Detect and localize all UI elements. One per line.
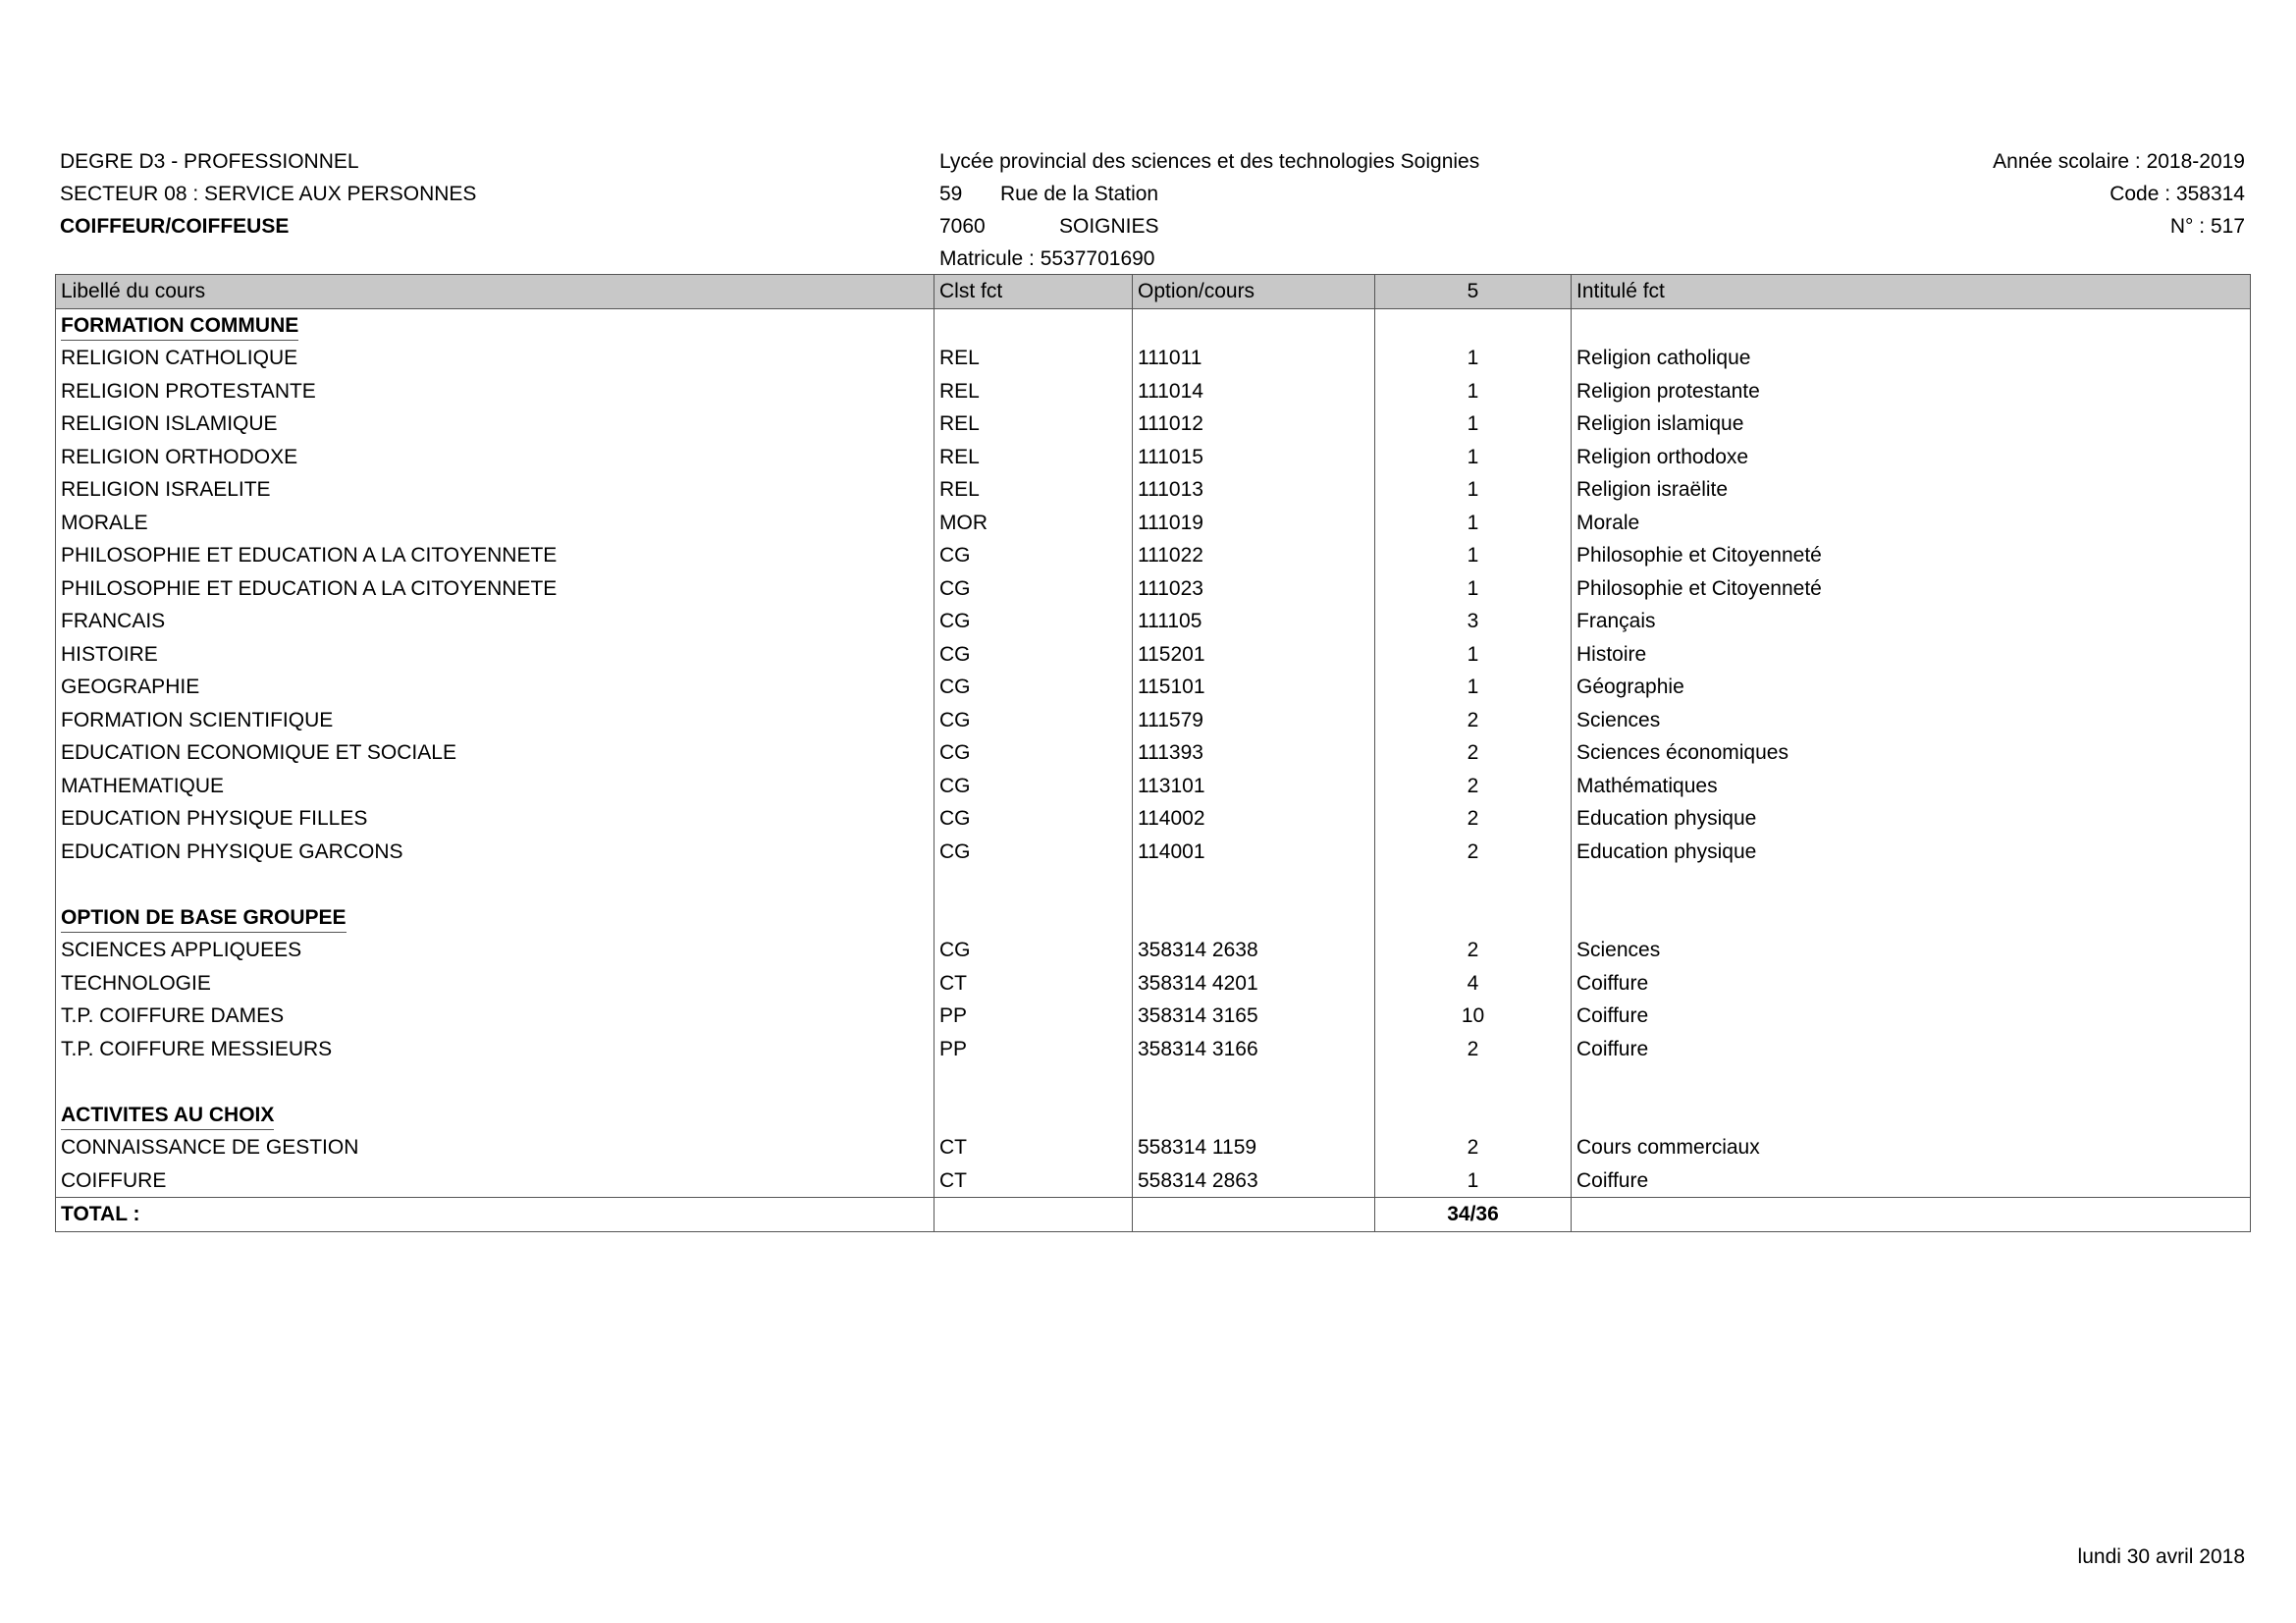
empty-cell <box>934 308 1133 342</box>
table-row <box>56 572 2251 606</box>
section-cell <box>56 1099 934 1132</box>
hours-cell: 2 <box>1375 836 1572 869</box>
option-code-cell: 111393 <box>1133 736 1375 770</box>
course-title-cell: Coiffure <box>1572 1033 2251 1066</box>
option-code-cell: 114002 <box>1133 802 1375 836</box>
course-name-cell: MORALE <box>56 507 934 540</box>
total-empty-cell <box>934 1198 1133 1232</box>
print-date: lundi 30 avril 2018 <box>2077 1545 2245 1568</box>
program-title: COIFFEUR/COIFFEUSE <box>60 215 290 238</box>
empty-cell <box>1133 1065 1375 1099</box>
clst-cell: CG <box>934 836 1133 869</box>
clst-cell: CG <box>934 671 1133 704</box>
empty-cell <box>1375 308 1572 342</box>
clst-cell: REL <box>934 473 1133 507</box>
table-row <box>56 736 2251 770</box>
header-right-block <box>1993 145 2245 243</box>
total-empty-cell <box>1572 1198 2251 1232</box>
course-title-cell: Religion catholique <box>1572 342 2251 375</box>
school-name: Lycée provincial des sciences et des technologies Soignies <box>939 150 1480 173</box>
hours-cell: 2 <box>1375 1033 1572 1066</box>
section-cell <box>56 901 934 935</box>
option-code-cell: 113101 <box>1133 770 1375 803</box>
section-cell <box>56 308 934 342</box>
empty-cell <box>934 1065 1133 1099</box>
course-title-cell: Mathématiques <box>1572 770 2251 803</box>
course-title-cell: Géographie <box>1572 671 2251 704</box>
hours-cell: 2 <box>1375 770 1572 803</box>
column-header-course: Libellé du cours <box>56 275 934 309</box>
course-title-cell: Coiffure <box>1572 1000 2251 1033</box>
empty-cell <box>1375 901 1572 935</box>
course-name-cell: FRANCAIS <box>56 605 934 638</box>
option-code-cell: 111014 <box>1133 375 1375 408</box>
spacer-row <box>56 868 2251 901</box>
course-name-cell: T.P. COIFFURE MESSIEURS <box>56 1033 934 1066</box>
hours-cell: 2 <box>1375 802 1572 836</box>
table-row <box>56 967 2251 1001</box>
clst-cell: CT <box>934 967 1133 1001</box>
course-name-cell: EDUCATION PHYSIQUE GARCONS <box>56 836 934 869</box>
empty-cell <box>56 1065 934 1099</box>
clst-cell: REL <box>934 441 1133 474</box>
clst-cell: REL <box>934 342 1133 375</box>
clst-cell: REL <box>934 407 1133 441</box>
course-title-cell: Cours commerciaux <box>1572 1131 2251 1164</box>
course-title-cell: Coiffure <box>1572 1164 2251 1198</box>
hours-cell: 1 <box>1375 671 1572 704</box>
clst-cell: REL <box>934 375 1133 408</box>
table-row <box>56 802 2251 836</box>
school-matricule: Matricule : 5537701690 <box>939 247 1155 270</box>
hours-cell: 2 <box>1375 736 1572 770</box>
option-code-cell: 111023 <box>1133 572 1375 606</box>
empty-cell <box>56 868 934 901</box>
clst-cell: PP <box>934 1000 1133 1033</box>
option-code-cell: 111579 <box>1133 704 1375 737</box>
course-title-cell: Morale <box>1572 507 2251 540</box>
school-info-block <box>939 145 1479 275</box>
option-code-cell: 558314 1159 <box>1133 1131 1375 1164</box>
option-code-cell: 358314 3165 <box>1133 1000 1375 1033</box>
course-title-cell: Sciences économiques <box>1572 736 2251 770</box>
header-left-block <box>60 145 476 243</box>
section-row <box>56 901 2251 935</box>
hours-cell: 1 <box>1375 441 1572 474</box>
total-label: TOTAL : <box>56 1198 934 1232</box>
table-row <box>56 605 2251 638</box>
hours-cell: 1 <box>1375 375 1572 408</box>
table-row <box>56 441 2251 474</box>
clst-cell: CG <box>934 736 1133 770</box>
hours-cell: 1 <box>1375 1164 1572 1198</box>
empty-cell <box>1133 1099 1375 1132</box>
empty-cell <box>1572 901 2251 935</box>
empty-cell <box>1375 1099 1572 1132</box>
course-name-cell: PHILOSOPHIE ET EDUCATION A LA CITOYENNETE <box>56 539 934 572</box>
course-title-cell: Coiffure <box>1572 967 2251 1001</box>
clst-cell: CG <box>934 802 1133 836</box>
empty-cell <box>1572 1099 2251 1132</box>
course-title-cell: Religion islamique <box>1572 407 2251 441</box>
document-number: N° : 517 <box>2169 215 2245 238</box>
course-name-cell: RELIGION PROTESTANTE <box>56 375 934 408</box>
course-title-cell: Religion protestante <box>1572 375 2251 408</box>
option-code-cell: 111012 <box>1133 407 1375 441</box>
empty-cell <box>934 901 1133 935</box>
table-row <box>56 507 2251 540</box>
course-title-cell: Philosophie et Citoyenneté <box>1572 539 2251 572</box>
section-title: OPTION DE BASE GROUPEE <box>61 904 347 933</box>
hours-cell: 2 <box>1375 704 1572 737</box>
hours-cell: 10 <box>1375 1000 1572 1033</box>
clst-cell: CT <box>934 1164 1133 1198</box>
course-name-cell: CONNAISSANCE DE GESTION <box>56 1131 934 1164</box>
hours-cell: 1 <box>1375 539 1572 572</box>
option-code-cell: 111105 <box>1133 605 1375 638</box>
clst-cell: MOR <box>934 507 1133 540</box>
course-name-cell: RELIGION ISLAMIQUE <box>56 407 934 441</box>
school-city-line <box>939 210 1479 243</box>
hours-cell: 1 <box>1375 638 1572 672</box>
option-code-cell: 358314 3166 <box>1133 1033 1375 1066</box>
clst-cell: CG <box>934 770 1133 803</box>
empty-cell <box>1375 868 1572 901</box>
table-header-row <box>56 275 2251 309</box>
table-row <box>56 539 2251 572</box>
course-title-cell: Sciences <box>1572 934 2251 967</box>
empty-cell <box>1572 308 2251 342</box>
empty-cell <box>1375 1065 1572 1099</box>
empty-cell <box>934 868 1133 901</box>
hours-cell: 1 <box>1375 407 1572 441</box>
column-header-clst: Clst fct <box>934 275 1133 309</box>
table-row <box>56 1000 2251 1033</box>
course-title-cell: Sciences <box>1572 704 2251 737</box>
hours-cell: 2 <box>1375 934 1572 967</box>
course-name-cell: EDUCATION PHYSIQUE FILLES <box>56 802 934 836</box>
street-name: Rue de la Station <box>1000 183 1159 205</box>
total-empty-cell <box>1133 1198 1375 1232</box>
course-title-cell: Français <box>1572 605 2251 638</box>
course-table-body <box>56 308 2251 1198</box>
degree-label: DEGRE D3 - PROFESSIONNEL <box>60 150 359 173</box>
hours-cell: 2 <box>1375 1131 1572 1164</box>
course-title-cell: Religion israëlite <box>1572 473 2251 507</box>
course-table <box>55 274 2251 1232</box>
sector-label: SECTEUR 08 : SERVICE AUX PERSONNES <box>60 183 477 205</box>
option-code-cell: 111019 <box>1133 507 1375 540</box>
column-header-hours: 5 <box>1375 275 1572 309</box>
table-row <box>56 375 2251 408</box>
school-street <box>939 178 1479 210</box>
course-title-cell: Religion orthodoxe <box>1572 441 2251 474</box>
hours-cell: 3 <box>1375 605 1572 638</box>
school-code: Code : 358314 <box>2109 183 2245 205</box>
table-row <box>56 407 2251 441</box>
clst-cell: CG <box>934 605 1133 638</box>
section-row <box>56 1099 2251 1132</box>
column-header-option: Option/cours <box>1133 275 1375 309</box>
option-code-cell: 111022 <box>1133 539 1375 572</box>
table-row <box>56 1033 2251 1066</box>
course-name-cell: EDUCATION ECONOMIQUE ET SOCIALE <box>56 736 934 770</box>
course-name-cell: TECHNOLOGIE <box>56 967 934 1001</box>
clst-cell: CG <box>934 704 1133 737</box>
course-title-cell: Education physique <box>1572 802 2251 836</box>
course-name-cell: T.P. COIFFURE DAMES <box>56 1000 934 1033</box>
total-value: 34/36 <box>1375 1198 1572 1232</box>
hours-cell: 1 <box>1375 342 1572 375</box>
clst-cell: CG <box>934 638 1133 672</box>
course-name-cell: PHILOSOPHIE ET EDUCATION A LA CITOYENNETE <box>56 572 934 606</box>
option-code-cell: 115101 <box>1133 671 1375 704</box>
clst-cell: CT <box>934 1131 1133 1164</box>
clst-cell: CG <box>934 934 1133 967</box>
table-row <box>56 638 2251 672</box>
course-name-cell: RELIGION ISRAELITE <box>56 473 934 507</box>
course-title-cell: Philosophie et Citoyenneté <box>1572 572 2251 606</box>
section-title: FORMATION COMMUNE <box>61 312 298 341</box>
empty-cell <box>934 1099 1133 1132</box>
clst-cell: CG <box>934 572 1133 606</box>
zip-code: 7060 <box>939 215 986 238</box>
course-name-cell: COIFFURE <box>56 1164 934 1198</box>
column-header-title: Intitulé fct <box>1572 275 2251 309</box>
table-row <box>56 1131 2251 1164</box>
empty-cell <box>1133 901 1375 935</box>
clst-cell: PP <box>934 1033 1133 1066</box>
hours-cell: 4 <box>1375 967 1572 1001</box>
course-name-cell: RELIGION CATHOLIQUE <box>56 342 934 375</box>
course-name-cell: FORMATION SCIENTIFIQUE <box>56 704 934 737</box>
option-code-cell: 111015 <box>1133 441 1375 474</box>
hours-cell: 1 <box>1375 507 1572 540</box>
table-row <box>56 770 2251 803</box>
table-row <box>56 836 2251 869</box>
empty-cell <box>1133 308 1375 342</box>
course-name-cell: HISTOIRE <box>56 638 934 672</box>
table-row <box>56 671 2251 704</box>
street-number: 59 <box>939 183 963 205</box>
city-name: SOIGNIES <box>1059 215 1159 238</box>
section-row <box>56 308 2251 342</box>
spacer-row <box>56 1065 2251 1099</box>
clst-cell: CG <box>934 539 1133 572</box>
course-name-cell: MATHEMATIQUE <box>56 770 934 803</box>
table-row <box>56 342 2251 375</box>
course-name-cell: SCIENCES APPLIQUEES <box>56 934 934 967</box>
hours-cell: 1 <box>1375 473 1572 507</box>
hours-cell: 1 <box>1375 572 1572 606</box>
course-name-cell: GEOGRAPHIE <box>56 671 934 704</box>
option-code-cell: 111013 <box>1133 473 1375 507</box>
empty-cell <box>1572 1065 2251 1099</box>
option-code-cell: 358314 2638 <box>1133 934 1375 967</box>
section-title: ACTIVITES AU CHOIX <box>61 1102 274 1130</box>
empty-cell <box>1572 868 2251 901</box>
table-row <box>56 704 2251 737</box>
table-row <box>56 934 2251 967</box>
table-row <box>56 473 2251 507</box>
school-year: Année scolaire : 2018-2019 <box>1993 150 2245 173</box>
option-code-cell: 111011 <box>1133 342 1375 375</box>
course-name-cell: RELIGION ORTHODOXE <box>56 441 934 474</box>
option-code-cell: 558314 2863 <box>1133 1164 1375 1198</box>
course-title-cell: Histoire <box>1572 638 2251 672</box>
table-row <box>56 1164 2251 1198</box>
total-row <box>56 1198 2251 1232</box>
option-code-cell: 114001 <box>1133 836 1375 869</box>
empty-cell <box>1133 868 1375 901</box>
option-code-cell: 115201 <box>1133 638 1375 672</box>
option-code-cell: 358314 4201 <box>1133 967 1375 1001</box>
course-title-cell: Education physique <box>1572 836 2251 869</box>
